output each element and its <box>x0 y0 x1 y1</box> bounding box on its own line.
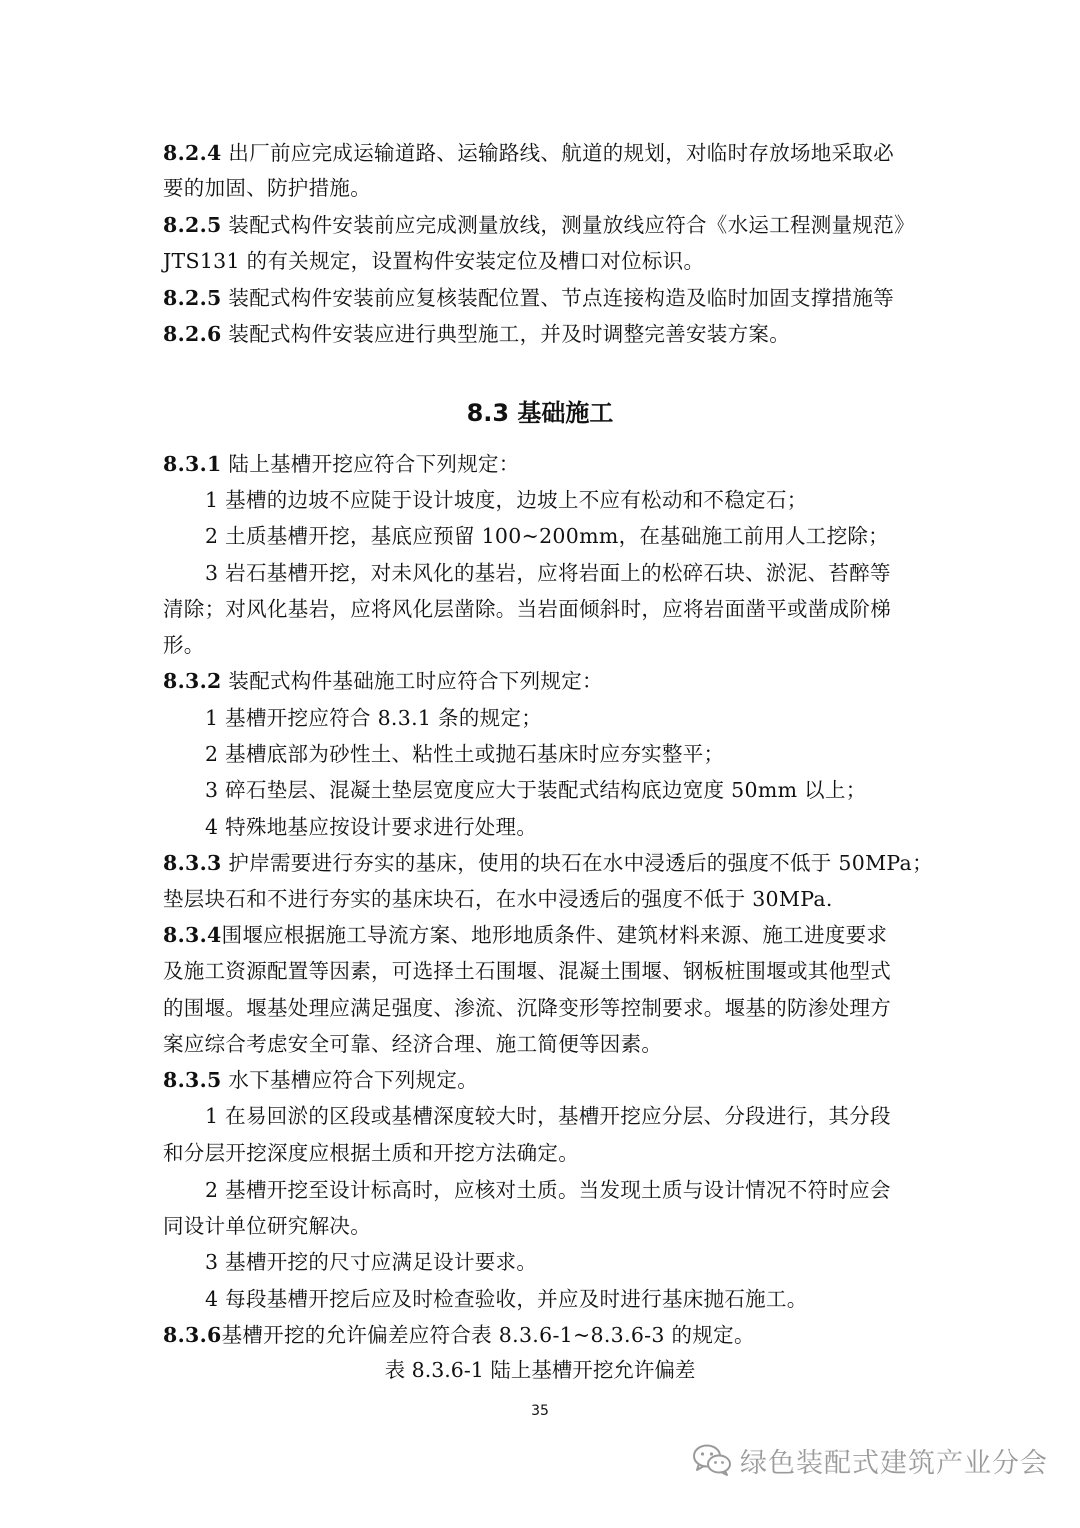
section-title: 8.3 基础施工 <box>466 399 614 427</box>
list-item-continuation <box>163 596 891 622</box>
clause-number: 8.2.6 <box>163 322 222 346</box>
list-item-text: 1 在易回淤的区段或基槽深度较大时，基槽开挖应分层、分段进行，其分段 <box>205 1104 891 1128</box>
list-item-text: 2 基槽开挖至设计标高时，应核对土质。当发现土质与设计情况不符时应会 <box>205 1178 891 1202</box>
clause-8-2-5 <box>163 212 915 238</box>
list-item <box>205 741 724 767</box>
clause-8-2-6 <box>163 321 790 347</box>
clause-number: 8.2.4 <box>163 141 222 165</box>
clause-text: 围堰应根据施工导流方案、地形地质条件、建筑材料来源、施工进度要求 <box>221 923 888 947</box>
list-item <box>205 705 542 731</box>
clause-text: 及施工资源配置等因素，可选择土石围堰、混凝土围堰、钢板桩围堰或其他型式 <box>163 959 891 983</box>
list-item <box>205 1286 808 1312</box>
page-number: 35 <box>531 1403 549 1419</box>
clause-text: 基槽开挖的允许偏差应符合表 8.3.6-1~8.3.6-3 的规定。 <box>221 1323 755 1347</box>
clause-continuation <box>163 958 891 984</box>
list-item-text: 清除；对风化基岩，应将风化层凿除。当岩面倾斜时，应将岩面凿平或凿成阶梯 <box>163 597 891 621</box>
clause-text: 垫层块石和不进行夯实的基床块石，在水中浸透后的强度不低于 30MPa. <box>163 887 833 911</box>
clause-8-3-1 <box>163 451 520 477</box>
clause-number: 8.3.4 <box>163 923 222 947</box>
list-item <box>205 777 867 803</box>
list-item <box>205 1177 891 1203</box>
clause-number: 8.3.3 <box>163 851 222 875</box>
clause-text: 的围堰。堰基处理应满足强度、渗流、沉降变形等控制要求。堰基的防渗处理方 <box>163 996 891 1020</box>
clause-number: 8.2.5 <box>163 286 222 310</box>
list-item-text: 2 基槽底部为砂性土、粘性土或抛石基床时应夯实整平； <box>205 742 725 766</box>
clause-text: 出厂前应完成运输道路、运输路线、航道的规划，对临时存放场地采取必 <box>221 141 894 165</box>
clause-number: 8.3.2 <box>163 669 222 693</box>
list-item-text: 4 每段基槽开挖后应及时检查验收，并应及时进行基床抛石施工。 <box>205 1287 808 1311</box>
list-item-text: 形。 <box>163 633 205 657</box>
clause-text: 护岸需要进行夯实的基床，使用的块石在水中浸透后的强度不低于 50MPa； <box>221 851 933 875</box>
list-item <box>205 814 537 840</box>
list-item-text: 同设计单位研究解决。 <box>163 1214 371 1238</box>
list-item-continuation <box>163 1213 371 1239</box>
clause-text: 陆上基槽开挖应符合下列规定： <box>221 452 520 476</box>
list-item-continuation <box>163 632 205 658</box>
clause-text: JTS131 的有关规定，设置构件安装定位及槽口对位标识。 <box>163 249 705 273</box>
clause-8-3-3 <box>163 850 933 876</box>
wechat-icon <box>692 1443 732 1477</box>
table-caption: 表 8.3.6-1 陆上基槽开挖允许偏差 <box>384 1358 696 1382</box>
list-item <box>205 1249 537 1275</box>
clause-number: 8.2.5 <box>163 213 222 237</box>
clause-text: 案应综合考虑安全可靠、经济合理、施工简便等因素。 <box>163 1032 663 1056</box>
clause-text: 装配式构件安装前应复核装配位置、节点连接构造及临时加固支撑措施等 <box>221 286 894 310</box>
list-item-text: 3 碎石垫层、混凝土垫层宽度应大于装配式结构底边宽度 50mm 以上； <box>205 778 867 802</box>
list-item-text: 2 土质基槽开挖，基底应预留 100~200mm，在基础施工前用人工挖除； <box>205 524 889 548</box>
list-item-text: 3 基槽开挖的尺寸应满足设计要求。 <box>205 1250 538 1274</box>
list-item <box>205 560 891 586</box>
list-item <box>205 487 808 513</box>
watermark-text: 绿色装配式建筑产业分会 <box>740 1447 1048 1479</box>
clause-8-2-5-b <box>163 285 894 311</box>
list-item <box>205 523 889 549</box>
watermark <box>692 1440 1048 1480</box>
clause-8-3-4 <box>163 922 887 948</box>
clause-8-3-2 <box>163 668 603 694</box>
clause-continuation <box>163 995 891 1021</box>
list-item-text: 1 基槽的边坡不应陡于设计坡度，边坡上不应有松动和不稳定石； <box>205 488 808 512</box>
list-item-text: 1 基槽开挖应符合 8.3.1 条的规定； <box>205 706 543 730</box>
clause-number: 8.3.1 <box>163 452 222 476</box>
clause-8-2-4 <box>163 140 894 166</box>
list-item-continuation <box>163 1140 579 1166</box>
clause-continuation <box>163 1031 662 1057</box>
list-item-text: 和分层开挖深度应根据土质和开挖方法确定。 <box>163 1141 579 1165</box>
list-item-text: 4 特殊地基应按设计要求进行处理。 <box>205 815 538 839</box>
clause-number: 8.3.6 <box>163 1323 222 1347</box>
clause-text: 装配式构件安装前应完成测量放线，测量放线应符合《水运工程测量规范》 <box>221 213 915 237</box>
clause-8-3-5 <box>163 1067 478 1093</box>
clause-text: 装配式构件安装应进行典型施工，并及时调整完善安装方案。 <box>221 322 790 346</box>
list-item <box>205 1103 891 1129</box>
clause-8-3-6 <box>163 1322 755 1348</box>
clause-text: 要的加固、防护措施。 <box>163 176 371 200</box>
clause-number: 8.3.5 <box>163 1068 222 1092</box>
clause-text: 装配式构件基础施工时应符合下列规定： <box>221 669 603 693</box>
clause-continuation <box>163 886 833 912</box>
clause-continuation <box>163 248 704 274</box>
list-item-text: 3 岩石基槽开挖，对未风化的基岩，应将岩面上的松碎石块、淤泥、苔醉等 <box>205 561 891 585</box>
clause-continuation <box>163 175 371 201</box>
clause-text: 水下基槽应符合下列规定。 <box>221 1068 478 1092</box>
